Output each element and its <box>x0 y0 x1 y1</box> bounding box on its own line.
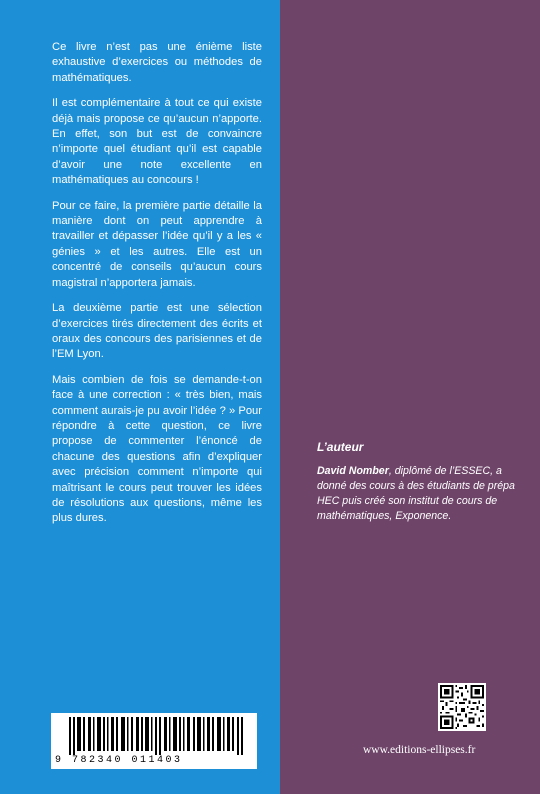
author-name: David Nomber <box>317 465 389 477</box>
isbn-barcode <box>51 713 257 769</box>
barcode-bars-icon <box>69 717 249 755</box>
author-heading: L’auteur <box>317 440 364 454</box>
paragraph-5: Mais combien de fois se demande-t-on face à une correction : « très bien, mais comment aurais-je pu avoir l’idée ? » Pour répondre à cette question, ce livre propose de commenter l’énoncé de chacune des questions afin d’expliquer avec précision comment n’importe qui maîtrisant le cours peut trouver les idées de résolutions aux questions, même les plus dures. <box>52 373 262 525</box>
author-bio-text: , diplômé de l’ESSEC, a donné des cours à des étudiants de prépa HEC puis créé son institut de cours de mathématiques, Exponence. <box>317 465 515 522</box>
paragraph-1: Ce livre n’est pas une énième liste exhaustive d’exercices ou méthodes de mathématiques. <box>52 41 262 84</box>
right-purple-panel <box>280 0 540 794</box>
publisher-website-link[interactable]: www.editions-ellipses.fr <box>363 744 476 756</box>
back-cover-description <box>52 40 262 537</box>
paragraph-3: Pour ce faire, la première partie détaille la manière dont on peut apprendre à travailler et dépasser l’idée qu’il y a les « génies » et les autres. Elle est un concentré de conseils qu’aucun cours magistral n’apportera jamais. <box>52 199 262 289</box>
qr-code-icon <box>438 683 486 731</box>
paragraph-2: Il est complémentaire à tout ce qui existe déjà mais propose ce qu’aucun n’apporte. En effet, son but est de convaincre n’importe quel étudiant qu’il est capable d’avoir une note excellente en mathématiques au concours ! <box>52 97 262 187</box>
isbn-number: 9 782340 011403 <box>55 755 183 766</box>
paragraph-4: La deuxième partie est une sélection d’exercices tirés directement des écrits et oraux des concours des parisiennes et de l’EM Lyon. <box>52 302 262 361</box>
author-bio <box>317 464 517 524</box>
